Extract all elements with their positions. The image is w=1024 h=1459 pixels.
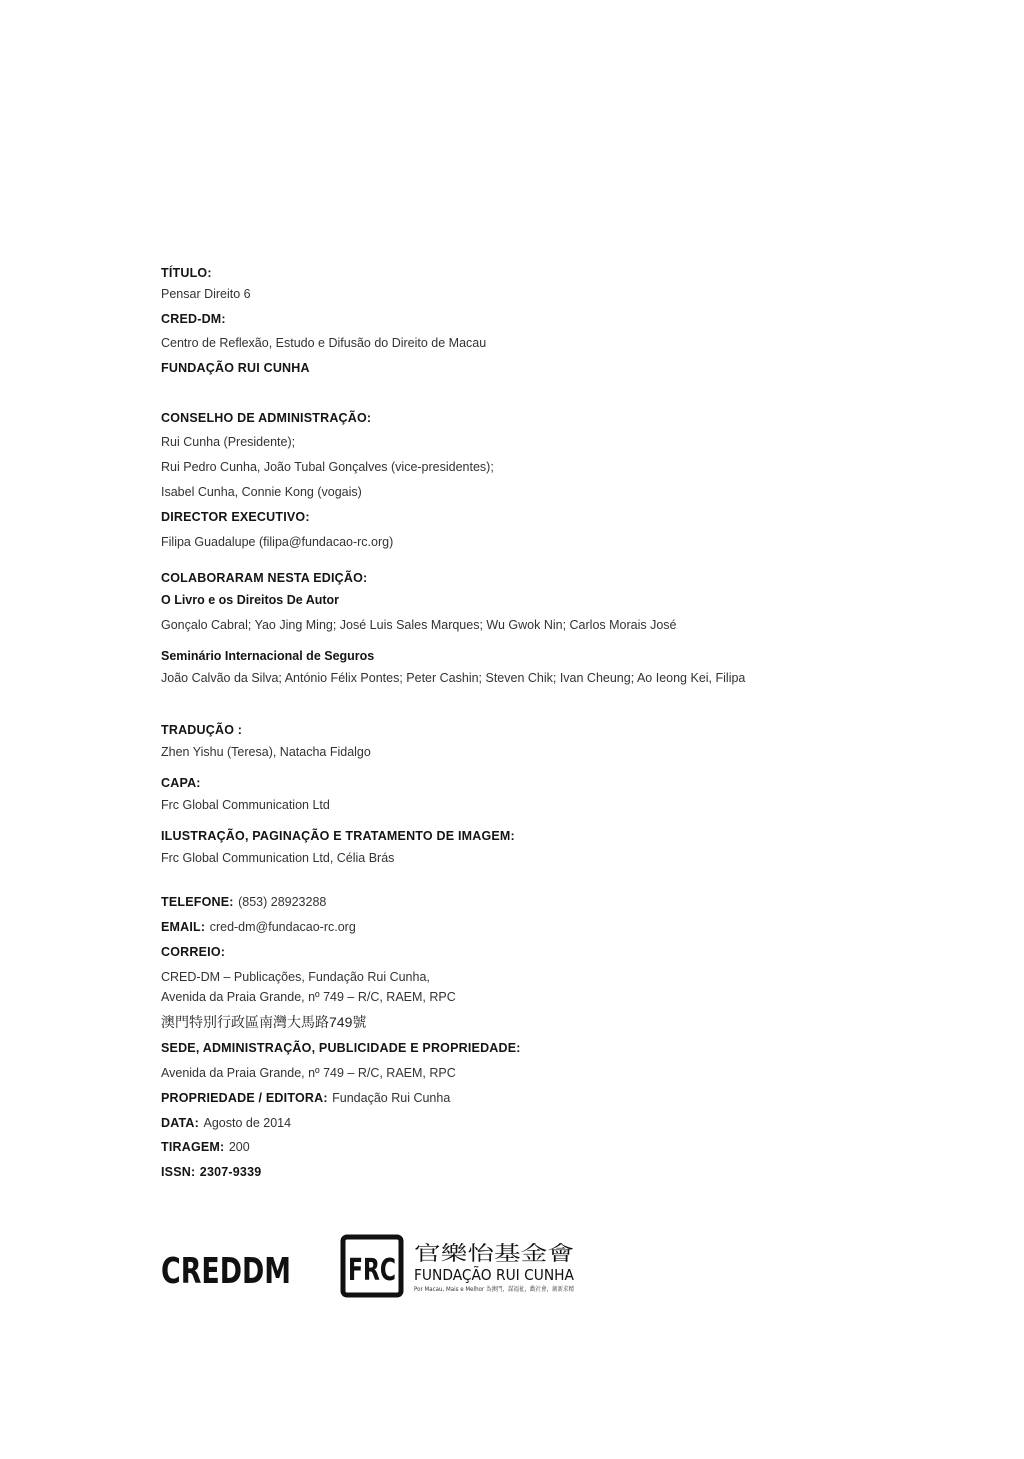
- issn-label: ISSN:: [161, 1165, 196, 1179]
- cred-value: Centro de Reflexão, Estudo e Difusão do Direito de Macau: [161, 336, 487, 350]
- frc-mark: FRC: [348, 1253, 396, 1288]
- section1-title: O Livro e os Direitos De Autor: [161, 593, 340, 607]
- tiragem-value: 200: [228, 1140, 250, 1154]
- propriedade-line: [161, 1090, 450, 1106]
- conselho-line-1: Rui Cunha (Presidente);: [161, 435, 296, 449]
- tiragem-label: TIRAGEM:: [161, 1140, 225, 1154]
- email-value: cred-dm@fundacao-rc.org: [209, 920, 356, 934]
- conselho-line-3: Isabel Cunha, Connie Kong (vogais): [161, 485, 362, 499]
- section2-title: Seminário Internacional de Seguros: [161, 649, 375, 663]
- propriedade-label: PROPRIEDADE / EDITORA:: [161, 1091, 328, 1105]
- conselho-label: CONSELHO DE ADMINISTRAÇÃO:: [161, 411, 372, 425]
- director-label: DIRECTOR EXECUTIVO:: [161, 510, 310, 524]
- data-value: Agosto de 2014: [203, 1116, 292, 1130]
- frc-portuguese-name: FUNDAÇÃO RUI CUNHA: [414, 1266, 588, 1284]
- traducao-label: TRADUÇÃO :: [161, 723, 243, 737]
- traducao-value: Zhen Yishu (Teresa), Natacha Fidalgo: [161, 745, 371, 759]
- conselho-line-2: Rui Pedro Cunha, João Tubal Gonçalves (vice-presidentes);: [161, 460, 494, 474]
- tiragem-line: [161, 1139, 250, 1155]
- data-line: [161, 1115, 291, 1131]
- capa-value: Frc Global Communication Ltd: [161, 798, 330, 812]
- titulo-value: Pensar Direito 6: [161, 287, 251, 301]
- propriedade-value: Fundação Rui Cunha: [332, 1091, 451, 1105]
- logos-bar: [161, 1234, 591, 1304]
- sede-value: Avenida da Praia Grande, nº 749 – R/C, RAEM, RPC: [161, 1066, 456, 1080]
- titulo-label: TÍTULO:: [161, 266, 212, 280]
- correio-line-1: CRED-DM – Publicações, Fundação Rui Cunha,: [161, 970, 430, 984]
- correio-label: CORREIO:: [161, 945, 226, 959]
- fundacao-label: FUNDAÇÃO RUI CUNHA: [161, 361, 310, 375]
- ilustracao-value: Frc Global Communication Ltd, Célia Brás: [161, 851, 395, 865]
- colaboraram-label: COLABORARAM NESTA EDIÇÃO:: [161, 571, 368, 585]
- capa-label: CAPA:: [161, 776, 201, 790]
- issn-value: 2307-9339: [199, 1165, 262, 1179]
- telefone-line: [161, 894, 326, 910]
- frc-tagline: Por Macau, Mais e Melhor 為澳門，謀福祉，勸社會，創新求精: [414, 1286, 589, 1293]
- issn-line: [161, 1164, 261, 1180]
- correio-line-3: 澳門特別行政區南灣大馬路749號: [161, 1014, 367, 1030]
- data-label: DATA:: [161, 1116, 200, 1130]
- ilustracao-label: ILUSTRAÇÃO, PAGINAÇÃO E TRATAMENTO DE IMAGEM:: [161, 829, 515, 843]
- correio-line-2: Avenida da Praia Grande, nº 749 – R/C, RAEM, RPC: [161, 990, 456, 1004]
- telefone-value: (853) 28923288: [238, 895, 327, 909]
- section2-names: João Calvão da Silva; António Félix Pontes; Peter Cashin; Steven Chik; Ivan Cheung; Ao Ieong Kei, Filipa: [161, 671, 746, 685]
- cred-label: CRED-DM:: [161, 312, 226, 326]
- email-label: EMAIL:: [161, 920, 206, 934]
- director-value: Filipa Guadalupe (filipa@fundacao-rc.org): [161, 535, 394, 549]
- frc-chinese-name: 官樂怡基金會: [414, 1241, 574, 1265]
- sede-label: SEDE, ADMINISTRAÇÃO, PUBLICIDADE E PROPRIEDADE:: [161, 1041, 521, 1055]
- telefone-label: TELEFONE:: [161, 895, 234, 909]
- section1-names: Gonçalo Cabral; Yao Jing Ming; José Luis Sales Marques; Wu Gwok Nin; Carlos Morais José: [161, 618, 677, 632]
- frc-logo: [343, 1237, 589, 1295]
- creddm-logo: CREDDM: [161, 1251, 291, 1292]
- email-line: [161, 919, 356, 935]
